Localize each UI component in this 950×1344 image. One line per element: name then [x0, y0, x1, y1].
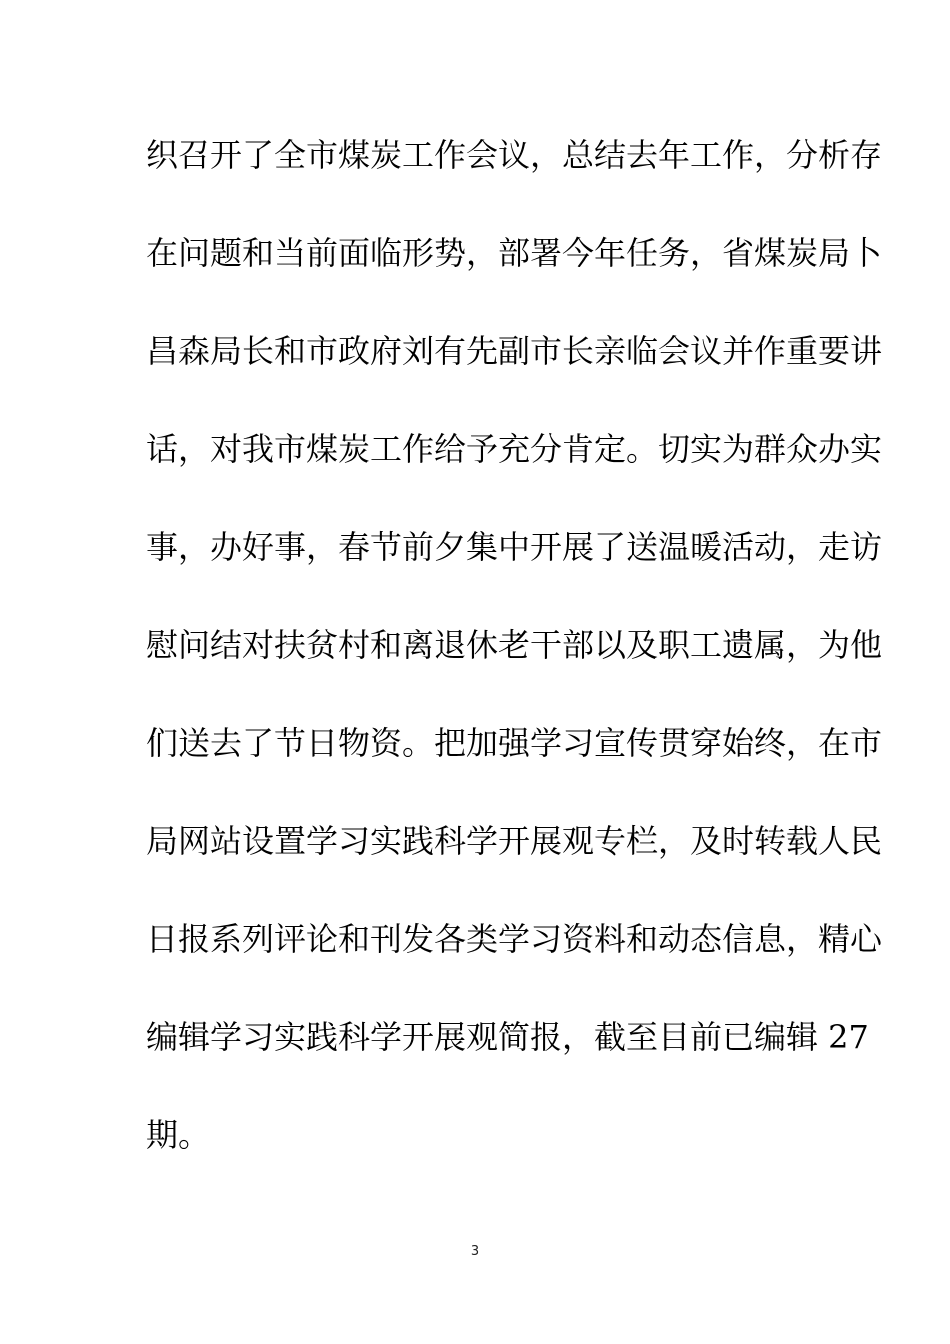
page-number: 3	[470, 1244, 480, 1259]
text-line: 昌森局长和市政府刘有先副市长亲临会议并作重要讲	[146, 332, 883, 370]
text-line: 在问题和当前面临形势，部署今年任务，省煤炭局卜	[146, 234, 883, 272]
text-line: 局网站设置学习实践科学开展观专栏，及时转载人民	[146, 822, 883, 860]
text-line: 编辑学习实践科学开展观简报，截至目前已编辑 27	[146, 1018, 869, 1056]
text-line: 话，对我市煤炭工作给予充分肯定。切实为群众办实	[146, 430, 883, 468]
text-line: 期。	[146, 1116, 211, 1154]
text-line: 织召开了全市煤炭工作会议，总结去年工作，分析存	[146, 136, 883, 174]
text-line: 事，办好事，春节前夕集中开展了送温暖活动，走访	[146, 528, 883, 566]
text-line: 日报系列评论和刊发各类学习资料和动态信息，精心	[146, 920, 883, 958]
text-line: 们送去了节日物资。把加强学习宣传贯穿始终，在市	[146, 724, 883, 762]
text-line: 慰问结对扶贫村和离退休老干部以及职工遗属，为他	[146, 626, 883, 664]
